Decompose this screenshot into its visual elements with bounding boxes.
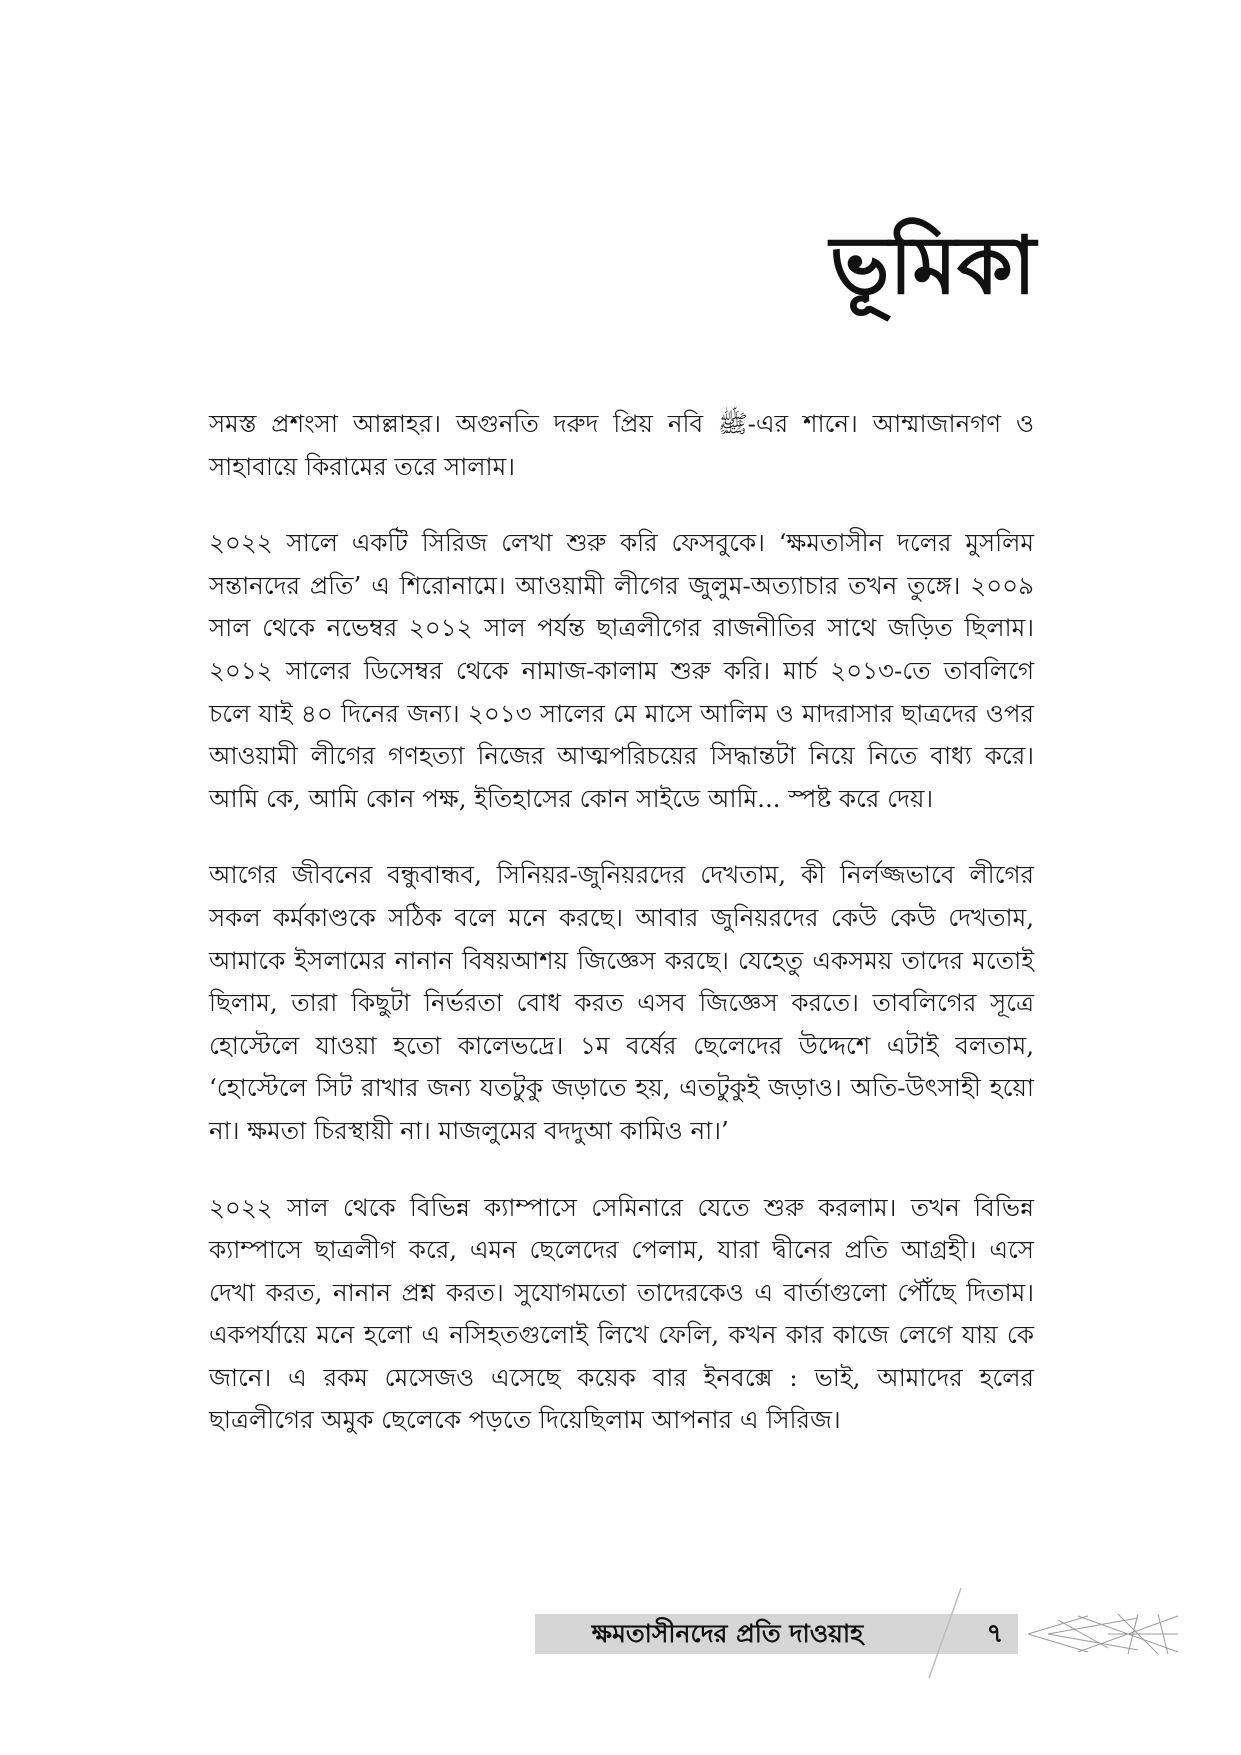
paragraph-3: আগের জীবনের বন্ধুবান্ধব, সিনিয়র-জুনিয়রদের দেখতাম, কী নির্লজ্জভাবে লীগের সকল কর্মকাণ্ডকে সঠিক বলে মনে করছে। আবার জুনিয়রদের কেউ কেউ দেখতাম, আমাকে ইসলামের নানান বিষয়আশয় জিজ্ঞেস করছে। যেহেতু একসময় তাদের মতোই ছিলাম, তারা কিছুটা নির্ভরতা বোধ করত এসব জিজ্ঞেস করতে। তাবলিগের সূত্রে হোস্টেলে যাওয়া হতো কালেভদ্রে। ১ম বর্ষের ছেলেদের উদ্দেশে এটাই বলতাম, ‘হোস্টেলে সিট রাখার জন্য যতটুকু জড়াতে হয়, এতটুকুই জড়াও। অতি-উৎসাহী হয়ো না। ক্ষমতা চিরস্থায়ী না। মাজলুমের বদদুআ কামিও না।’ — [209, 860, 1034, 1145]
geometric-pattern-icon — [1018, 1610, 1180, 1656]
footer-page-number: ৭ — [986, 1619, 1004, 1649]
paragraph-2: ২০২২ সালে একটি সিরিজ লেখা শুরু করি ফেসবুকে। ‘ক্ষমতাসীন দলের মুসলিম সন্তানদের প্রতি’ এ শিরোনামে। আওয়ামী লীগের জুলুম-অত্যাচার তখন তুঙ্গে। ২০০৯ সাল থেকে নভেম্বর ২০১২ সাল পর্যন্ত ছাত্রলীগের রাজনীতির সাথে জড়িত ছিলাম। ২০১২ সালের ডিসেম্বর থেকে নামাজ-কালাম শুরু করি। মার্চ ২০১৩-তে তাবলিগে চলে যাই ৪০ দিনের জন্য। ২০১৩ সালের মে মাসে আলিম ও মাদরাসার ছাত্রদের ওপর আওয়ামী লীগের গণহত্যা নিজের আত্মপরিচয়ের সিদ্ধান্তটা নিয়ে নিতে বাধ্য করে। আমি কে, আমি কোন পক্ষ, ইতিহাসের কোন সাইডে আমি... স্পষ্ট করে দেয়। — [209, 528, 1034, 813]
page-title: ভূমিকা — [829, 218, 1036, 312]
page-footer — [535, 1608, 1183, 1658]
paragraph-1: সমস্ত প্রশংসা আল্লাহর। অগুনতি দরুদ প্রিয় নবি ﷺ-এর শানে। আম্মাজানগণ ও সাহাবায়ে কিরামের তরে সালাম। — [209, 409, 1035, 481]
body-text — [209, 403, 1034, 1476]
footer-divider-icon — [925, 1586, 965, 1680]
footer-book-title: ক্ষমতাসীনদের প্রতি দাওয়াহ — [591, 1619, 864, 1648]
paragraph-4: ২০২২ সাল থেকে বিভিন্ন ক্যাম্পাসে সেমিনারে যেতে শুরু করলাম। তখন বিভিন্ন ক্যাম্পাসে ছাত্রলীগ করে, এমন ছেলেদের পেলাম, যারা দ্বীনের প্রতি আগ্রহী। এসে দেখা করত, নানান প্রশ্ন করত। সুযোগমতো তাদেরকেও এ বার্তাগুলো পৌঁছে দিতাম। একপর্যায়ে মনে হলো এ নসিহতগুলোই লিখে ফেলি, কখন কার কাজে লেগে যায় কে জানে। এ রকম মেসেজও এসেছে কয়েক বার ইনবক্সে : ভাই, আমাদের হলের ছাত্রলীগের অমুক ছেলেকে পড়তে দিয়েছিলাম আপনার এ সিরিজ। — [209, 1192, 1034, 1435]
